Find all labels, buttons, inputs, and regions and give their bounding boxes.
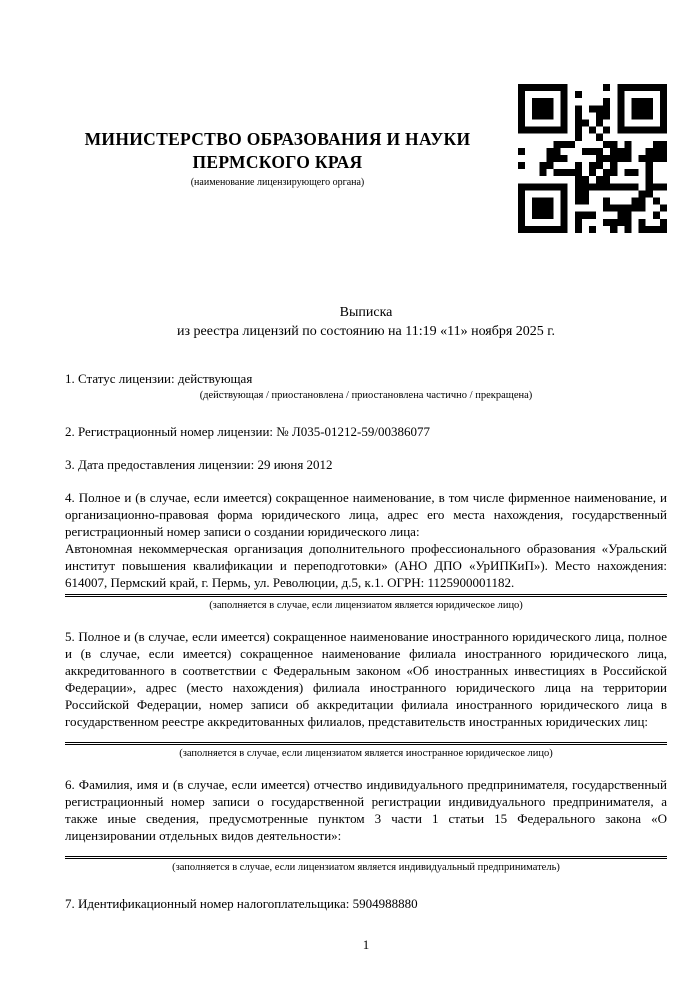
licensing-authority-block: [65, 84, 490, 188]
ministry-name-line2: ПЕРМСКОГО КРАЯ: [192, 152, 363, 173]
item-license-status: 1. Статус лицензии: действующая: [65, 371, 253, 386]
legal-entity-value: Автономная некоммерческая организация дополнительного профессионального образования «Уральский институт повышения квалификации и переподготовки» (АНО ДПО «УрИПКиП»). Место нахождения: 614007, Пермский край, г. Пермь, ул. Революции, д.5, к.1. ОГРН: 1125900001182.: [65, 541, 667, 590]
page-number: 1: [362, 937, 370, 952]
licensing-authority-caption: (наименование лицензирующего органа): [190, 177, 365, 189]
license-status-options-caption: (действующая / приостановлена / приостановлена частично / прекращена): [199, 390, 533, 401]
individual-entrepreneur-caption: (заполняется в случае, если лицензиатом является индивидуальный предприниматель): [172, 862, 560, 873]
item-taxpayer-number: 7. Идентификационный номер налогоплательщика: 5904988880: [65, 896, 418, 911]
ministry-name-line1: МИНИСТЕРСТВО ОБРАЗОВАНИЯ И НАУКИ: [84, 129, 471, 149]
document-header: [65, 0, 667, 233]
item-individual-entrepreneur: 6. Фамилия, имя и (в случае, если имеется) отчество индивидуального предпринимателя, государственный регистрационный номер записи о государственной регистрации индивидуального предпринимателя, а также иные сведения, предусмотренные пунктом 3 части 1 статьи 15 Федерального закона «О лицензировании отдельных видов деятельности»:: [65, 777, 667, 843]
item-grant-date: 3. Дата предоставления лицензии: 29 июня 2012: [65, 457, 333, 472]
qr-code-container: [518, 84, 667, 233]
separator-line-foreign-entity: [65, 742, 667, 745]
legal-entity-caption: (заполняется в случае, если лицензиатом является юридическое лицо): [209, 600, 523, 611]
item-legal-entity-intro: 4. Полное и (в случае, если имеется) сокращенное наименование, в том числе фирменное наименование, и организационно-правовая форма юридического лица, адрес его места нахождения, государственный регистрационный номер записи о создании юридического лица:: [65, 490, 667, 539]
item-foreign-entity: 5. Полное и (в случае, если имеется) сокращенное наименование иностранного юридического лица, полное и (в случае, если имеется) сокращенное наименование филиала иностранного юридического лица, аккредитованного в соответствии с Федеральным законом «Об иностранных инвестициях в Российской Федерации», адрес (место нахождения) филиала иностранного юридического лица на территории Российской Федерации, номер записи об аккредитации филиала иностранного юридического лица в государственном реестре аккредитованных филиалов, представительств иностранных юридических лиц:: [65, 629, 667, 729]
item-registration-number: 2. Регистрационный номер лицензии: № Л035-01212-59/00386077: [65, 424, 431, 439]
separator-line-individual: [65, 856, 667, 859]
qr-code: [518, 84, 667, 233]
foreign-entity-caption: (заполняется в случае, если лицензиатом является иностранное юридическое лицо): [179, 748, 553, 759]
document-title: [65, 303, 667, 341]
title-line1: Выписка: [339, 305, 393, 320]
separator-line-legal-entity: [65, 594, 667, 597]
title-line2: из реестра лицензий по состоянию на 11:19 «11» ноября 2025 г.: [177, 324, 555, 339]
